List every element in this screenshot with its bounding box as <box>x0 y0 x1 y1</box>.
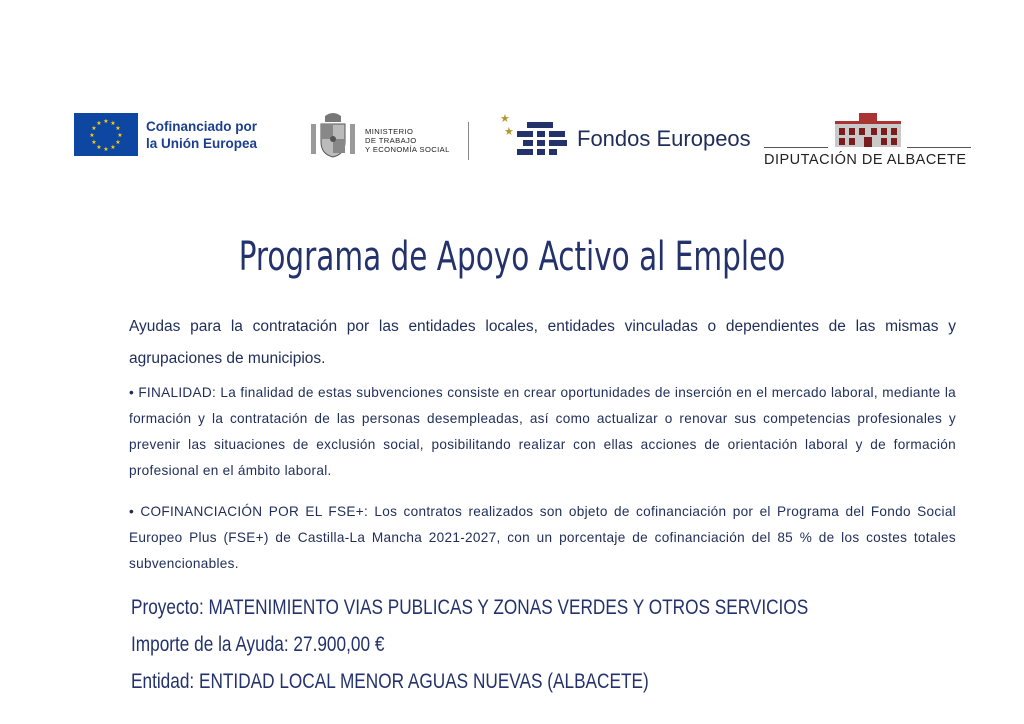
ministerio-line2: DE TRABAJO <box>365 136 417 145</box>
spain-coat-of-arms-icon <box>308 110 358 160</box>
svg-text:★: ★ <box>91 139 97 146</box>
svg-text:★: ★ <box>103 118 109 125</box>
ministerio-line1: MINISTERIO <box>365 127 414 136</box>
finalidad-paragraph: • FINALIDAD: La finalidad de estas subvenciones consiste en crear oportunidades de inserción en el mercado laboral, mediante la formación y la contratación de las personas desempleadas, así como actualizar o renovar sus competencias profesionales y prevenir las situaciones de exclusión social, posibilitando realizar con ellas acciones de orientación laboral y de formación profesional en el ámbito laboral. <box>129 385 956 478</box>
svg-text:★: ★ <box>91 125 97 132</box>
eu-logo-text <box>146 118 257 152</box>
entidad-line: Entidad: ENTIDAD LOCAL MENOR AGUAS NUEVAS (ALBACETE) <box>131 670 649 693</box>
svg-text:★: ★ <box>115 139 121 146</box>
proyecto-line: Proyecto: MATENIMIENTO VIAS PUBLICAS Y ZONAS VERDES Y OTROS SERVICIOS <box>131 596 809 619</box>
importe-line: Importe de la Ayuda: 27.900,00 € <box>131 633 385 656</box>
diputacion-building-icon <box>833 111 903 149</box>
fondos-europeos-text: Fondos Europeos <box>577 126 751 151</box>
fondos-stars-icon: ★ ★ <box>500 113 515 138</box>
eu-flag-icon <box>74 113 138 156</box>
ministerio-logo-text <box>365 127 450 154</box>
svg-text:★: ★ <box>103 146 109 153</box>
svg-text:★: ★ <box>110 144 116 151</box>
svg-text:★: ★ <box>96 120 102 127</box>
page-title: Programa de Apoyo Activo al Empleo <box>238 234 786 280</box>
diputacion-rule-right <box>907 147 971 148</box>
cofinanciacion-paragraph: • COFINANCIACIÓN POR EL FSE+: Los contratos realizados son objeto de cofinanciación por el Programa del Fondo Social Europeo Plus (FSE+) de Castilla-La Mancha 2021-2027, con un porcentaje de cofinanciación del 85 % de los costes totales subvencionables. <box>129 504 956 571</box>
logo-bar <box>0 0 1024 200</box>
ministerio-line3: Y ECONOMÍA SOCIAL <box>365 145 450 154</box>
logo-divider <box>468 122 469 160</box>
intro-paragraph: Ayudas para la contratación por las entidades locales, entidades vinculadas o dependientes de las mismas y agrupaciones de municipios. <box>129 318 956 367</box>
diputacion-text: DIPUTACIÓN DE ALBACETE <box>764 152 967 168</box>
svg-text:★: ★ <box>89 132 95 139</box>
svg-text:★: ★ <box>115 125 121 132</box>
svg-text:★: ★ <box>96 144 102 151</box>
fondos-europeos-emblem-icon <box>515 120 567 160</box>
svg-text:★: ★ <box>117 132 123 139</box>
svg-text:★: ★ <box>110 120 116 127</box>
eu-stars-icon <box>74 113 138 156</box>
eu-logo-line1: Cofinanciado por <box>146 119 257 134</box>
diputacion-rule-left <box>764 147 828 148</box>
eu-logo-line2: la Unión Europea <box>146 136 258 151</box>
